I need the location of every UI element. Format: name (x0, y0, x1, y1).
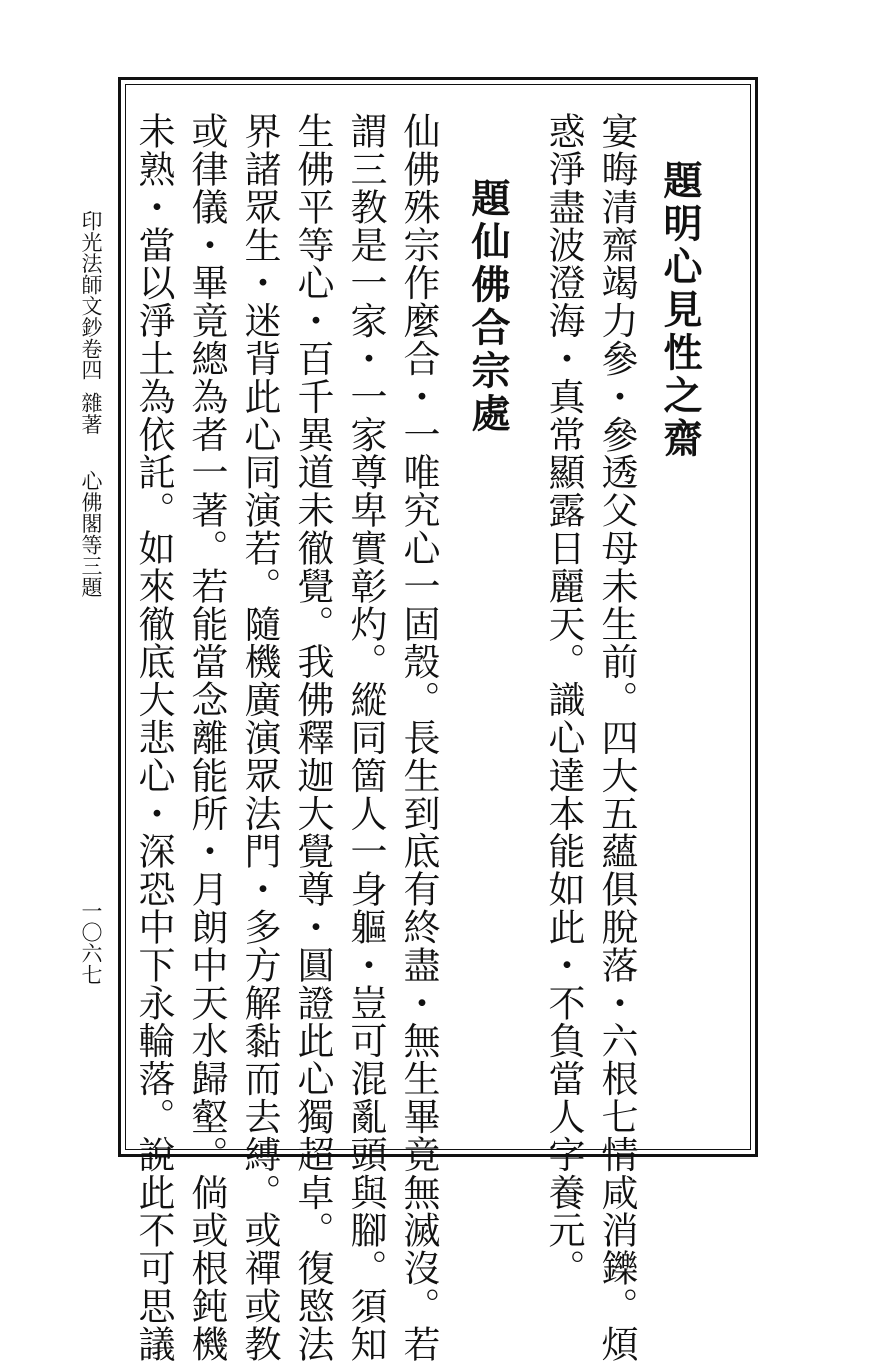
article-title-1: 題明心見性之齋 (657, 160, 703, 461)
chapter-label: 心佛閣等三題 (79, 470, 103, 598)
article1-line-2: 惑淨盡波澄海・真常顯露日麗天。識心達本能如此・不負當人字養元。 (542, 112, 585, 1287)
book-title: 印光法師文鈔卷四 (79, 210, 103, 381)
section-label: 雜著 (79, 392, 103, 435)
article2-line-6: 未熟・當以淨土為依託。如來徹底大悲心・深恐中下永輪落。說此不可思議 (132, 112, 175, 1363)
page-number: 一〇六七 (79, 900, 103, 986)
article2-line-4: 界諸眾生・迷背此心同演若。隨機廣演眾法門・多方解黏而去縛。或禪或教 (238, 112, 281, 1363)
article2-line-1: 仙佛殊宗作麼合・一唯究心一固殼。長生到底有終盡・無生畢竟無滅沒。若 (397, 112, 440, 1363)
article2-line-3: 生佛平等心・百千異道未徹覺。我佛釋迦大覺尊・圓證此心獨超卓。復愍法 (291, 112, 334, 1363)
article2-line-2: 謂三教是一家・一家尊卑實彰灼。縱同箇人一身軀・豈可混亂頭與腳。須知 (344, 112, 387, 1363)
article1-line-1: 宴晦清齋竭力參・參透父母未生前。四大五蘊俱脫落・六根七情咸消鑠。煩 (595, 112, 638, 1363)
article-title-2: 題仙佛合宗處 (465, 178, 511, 436)
article2-line-5: 或律儀・畢竟總為者一著。若能當念離能所・月朗中天水歸壑。倘或根鈍機 (185, 112, 228, 1363)
